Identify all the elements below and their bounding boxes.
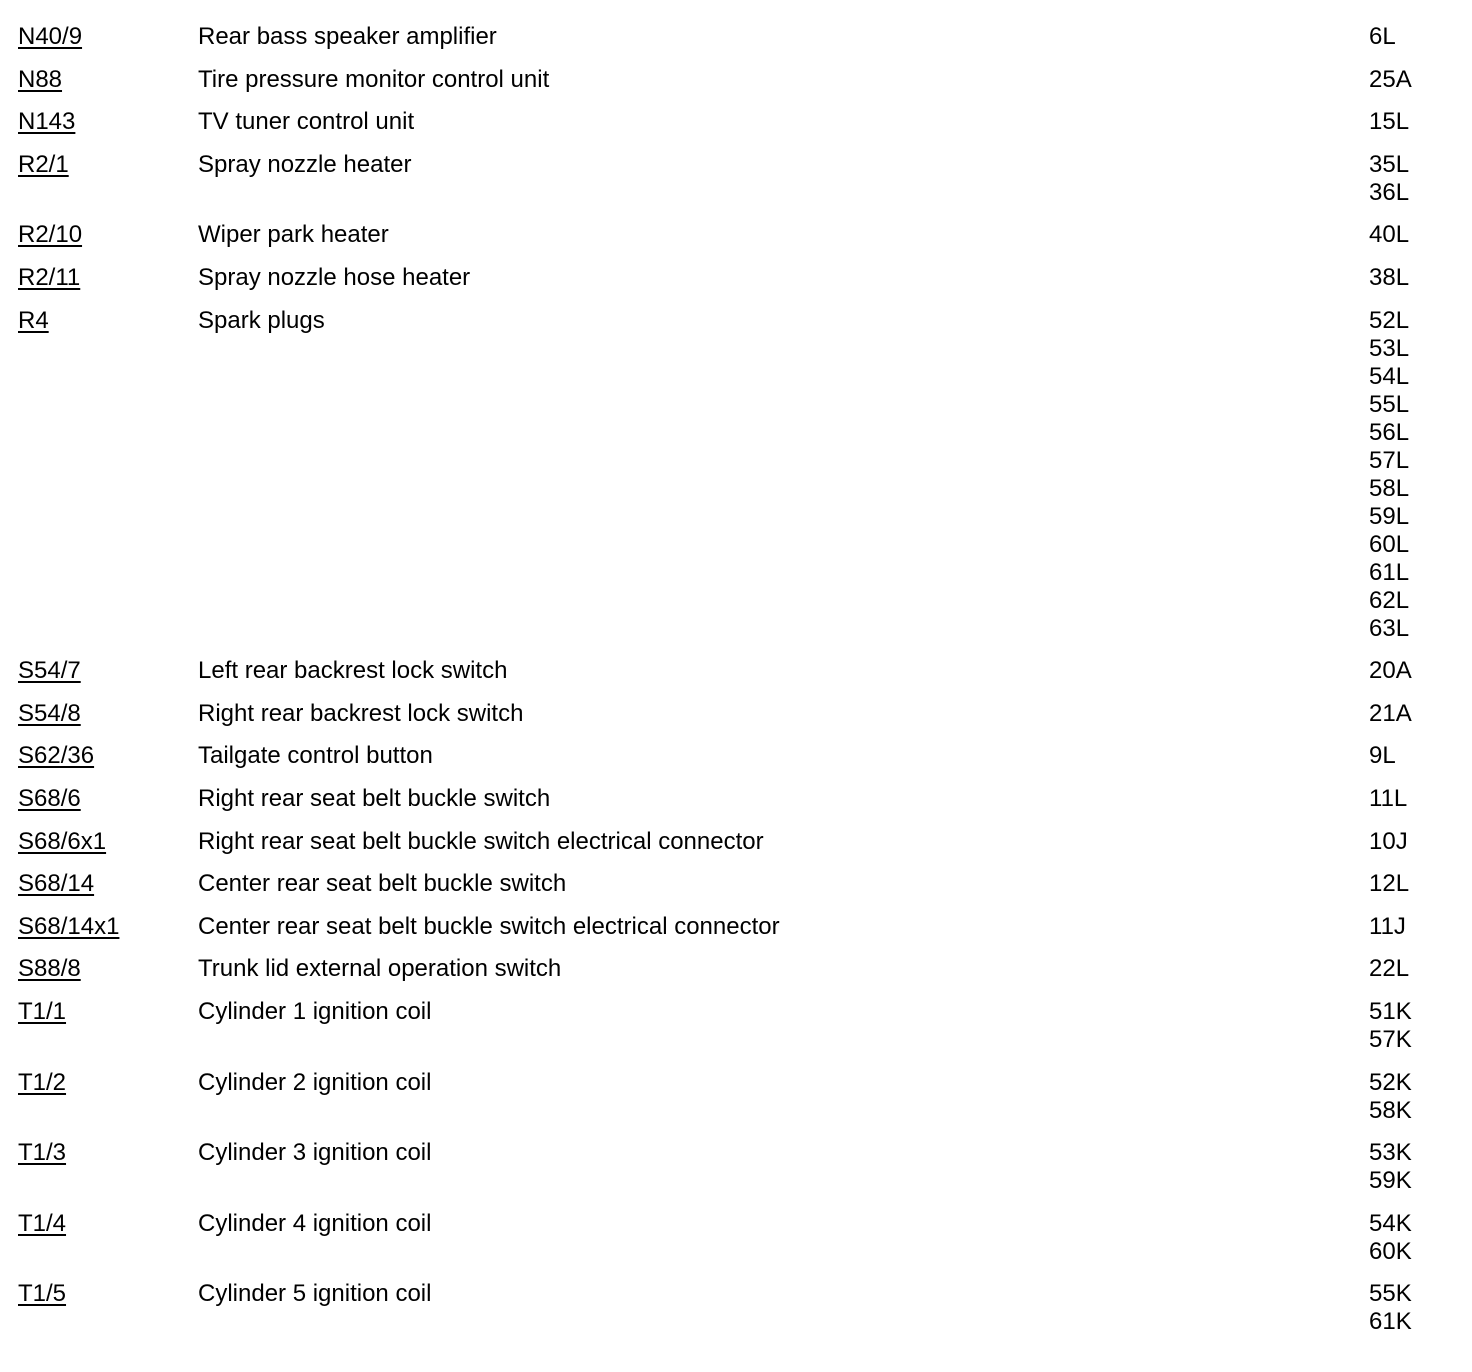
grid-references <box>1369 955 1409 983</box>
component-description: Trunk lid external operation switch <box>198 955 562 983</box>
grid-reference: 60L <box>1369 530 1410 558</box>
component-description: Cylinder 5 ignition coil <box>198 1280 432 1308</box>
grid-references <box>1369 1139 1412 1195</box>
grid-reference: 10J <box>1369 827 1408 855</box>
component-description: Spray nozzle heater <box>198 150 412 178</box>
grid-reference: 22L <box>1369 955 1410 983</box>
component-description: Spray nozzle hose heater <box>198 264 471 291</box>
component-code-link[interactable]: S88/8 <box>18 955 81 983</box>
grid-reference: 52K <box>1369 1068 1412 1096</box>
grid-reference: 35L <box>1369 150 1410 178</box>
component-code-link[interactable]: S68/14 <box>18 870 95 898</box>
component-description: Tailgate control button <box>198 742 433 770</box>
component-description: Cylinder 2 ignition coil <box>198 1068 432 1096</box>
grid-reference: 54K <box>1369 1209 1412 1237</box>
grid-references <box>1369 742 1396 770</box>
component-code-link[interactable]: S54/7 <box>18 657 81 685</box>
grid-reference: 40L <box>1369 221 1410 249</box>
component-code-link[interactable]: R4 <box>18 306 49 334</box>
grid-references <box>1369 870 1409 898</box>
grid-reference: 59K <box>1369 1167 1412 1195</box>
grid-reference: 52L <box>1369 306 1410 334</box>
grid-reference: 53K <box>1369 1139 1412 1167</box>
component-code-link[interactable]: R2/11 <box>18 264 81 291</box>
grid-reference: 9L <box>1369 742 1396 770</box>
grid-references <box>1369 700 1412 728</box>
grid-reference: 57L <box>1369 446 1410 474</box>
component-code-link[interactable]: S54/8 <box>18 699 81 727</box>
grid-reference: 53L <box>1369 334 1410 362</box>
component-code-link[interactable]: T1/5 <box>18 1280 67 1308</box>
component-code-link[interactable]: R2/1 <box>18 150 69 178</box>
grid-reference: 51K <box>1369 998 1412 1025</box>
grid-reference: 11J <box>1369 912 1406 940</box>
component-description: Center rear seat belt buckle switch electrical connector <box>198 912 780 940</box>
grid-reference: 55K <box>1369 1280 1412 1308</box>
grid-reference: 60K <box>1369 1237 1412 1265</box>
component-description: Right rear backrest lock switch <box>198 699 524 727</box>
grid-references <box>1369 913 1406 941</box>
grid-reference: 20A <box>1369 657 1412 685</box>
component-code-link[interactable]: S68/6x1 <box>18 827 107 855</box>
grid-reference: 61K <box>1369 1308 1412 1336</box>
component-code-link[interactable]: T1/1 <box>18 998 67 1025</box>
grid-reference: 56L <box>1369 418 1410 446</box>
grid-references <box>1369 1069 1412 1125</box>
component-code-link[interactable]: T1/3 <box>18 1139 67 1167</box>
grid-references <box>1369 657 1412 685</box>
component-description: Center rear seat belt buckle switch <box>198 870 567 898</box>
component-description: Cylinder 1 ignition coil <box>198 998 432 1025</box>
grid-reference: 55L <box>1369 390 1410 418</box>
component-description: TV tuner control unit <box>198 108 415 136</box>
component-code-link[interactable]: N143 <box>18 108 76 136</box>
component-description: Right rear seat belt buckle switch <box>198 785 551 812</box>
component-description: Cylinder 4 ignition coil <box>198 1209 432 1237</box>
grid-references <box>1369 828 1408 856</box>
component-description: Right rear seat belt buckle switch electrical connector <box>198 827 764 855</box>
grid-reference: 12L <box>1369 870 1410 898</box>
grid-references <box>1369 307 1409 643</box>
grid-reference: 54L <box>1369 362 1410 390</box>
grid-references <box>1369 785 1407 813</box>
grid-reference: 59L <box>1369 502 1410 530</box>
component-description: Cylinder 3 ignition coil <box>198 1139 432 1167</box>
grid-reference: 36L <box>1369 178 1410 206</box>
component-description: Spark plugs <box>198 306 325 334</box>
grid-references <box>1369 151 1409 207</box>
grid-reference: 15L <box>1369 108 1410 136</box>
component-code-link[interactable]: S68/14x1 <box>18 912 120 940</box>
component-code-link[interactable]: T1/2 <box>18 1068 67 1096</box>
grid-reference: 21A <box>1369 699 1412 727</box>
component-code-link[interactable]: S68/6 <box>18 785 81 812</box>
component-description: Left rear backrest lock switch <box>198 657 508 685</box>
grid-references <box>1369 1210 1412 1266</box>
grid-references <box>1369 221 1409 249</box>
component-description: Wiper park heater <box>198 221 389 249</box>
grid-references <box>1369 1280 1412 1336</box>
component-description: Rear bass speaker amplifier <box>198 23 497 50</box>
grid-reference: 57K <box>1369 1026 1412 1053</box>
grid-reference: 25A <box>1369 65 1412 93</box>
component-description: Tire pressure monitor control unit <box>198 65 550 93</box>
component-code-link[interactable]: N88 <box>18 65 63 93</box>
grid-reference: 63L <box>1369 614 1410 642</box>
grid-reference: 61L <box>1369 558 1410 586</box>
component-code-link[interactable]: N40/9 <box>18 23 83 50</box>
component-code-link[interactable]: S62/36 <box>18 742 95 770</box>
grid-references <box>1369 998 1412 1054</box>
grid-reference: 38L <box>1369 264 1410 291</box>
component-code-link[interactable]: T1/4 <box>18 1209 67 1237</box>
grid-references <box>1369 66 1412 94</box>
grid-references <box>1369 264 1409 292</box>
grid-reference: 11L <box>1369 785 1408 812</box>
grid-reference: 58L <box>1369 474 1410 502</box>
grid-reference: 62L <box>1369 586 1410 614</box>
component-code-link[interactable]: R2/10 <box>18 221 83 249</box>
grid-references <box>1369 23 1396 51</box>
grid-references <box>1369 108 1409 136</box>
grid-reference: 6L <box>1369 23 1396 50</box>
grid-reference: 58K <box>1369 1096 1412 1124</box>
